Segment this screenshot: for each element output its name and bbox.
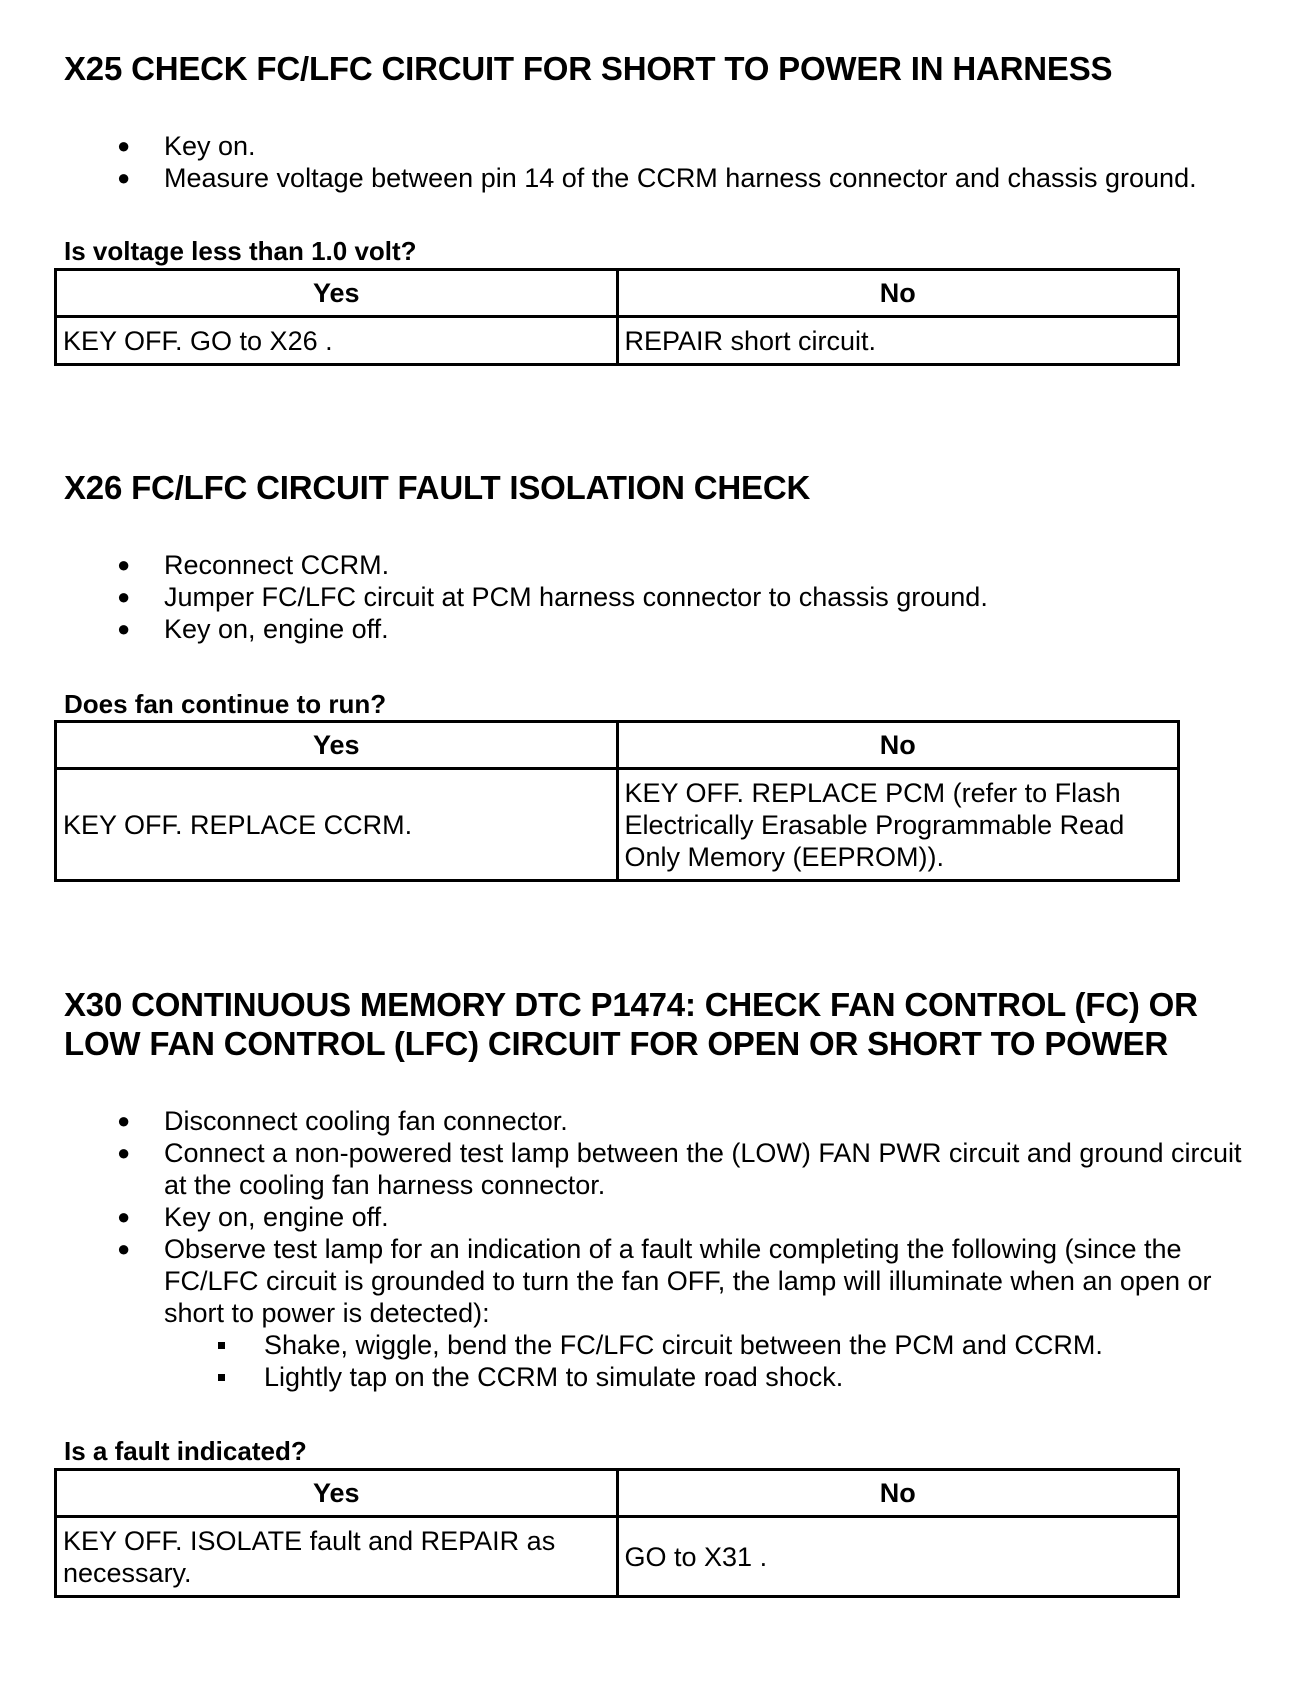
bullet-dot-icon: ● [117, 1140, 131, 1165]
sub-bullet-text: Lightly tap on the CCRM to simulate road shock. [264, 1362, 844, 1392]
bullet-dot-icon: ● [117, 1204, 131, 1229]
bullet-list [0, 549, 1264, 645]
bullet-dot-icon: ● [117, 133, 131, 158]
no-header: No [617, 1470, 1179, 1517]
no-action: GO to X31 . [617, 1517, 1179, 1597]
sub-bullet-list [164, 1329, 1264, 1393]
yes-header: Yes [56, 270, 618, 317]
bullet-item [0, 130, 1264, 162]
bullet-item [0, 1201, 1264, 1233]
question-text: Is a fault indicated? [64, 1436, 307, 1466]
section-heading [64, 985, 1198, 1063]
bullet-text: Observe test lamp for an indication of a fault while completing the following (since the FC/LFC circuit is grounded to turn the fan OFF, the lamp will illuminate when an open or short to power is detected): [164, 1234, 1212, 1328]
bullet-text: Disconnect cooling fan connector. [164, 1106, 568, 1136]
yes-action: KEY OFF. GO to X26 . [56, 317, 618, 365]
section-heading: X25 CHECK FC/LFC CIRCUIT FOR SHORT TO POWER IN HARNESS [64, 50, 1113, 87]
bullet-dot-icon: ● [117, 1236, 131, 1261]
bullet-dot-icon: ● [117, 584, 131, 609]
yes-header: Yes [56, 722, 618, 769]
bullet-item [0, 613, 1264, 645]
bullet-list [0, 1105, 1264, 1393]
answer-table [54, 1468, 1180, 1598]
bullet-item [0, 1105, 1264, 1137]
bullet-item [0, 581, 1264, 613]
bullet-dot-icon: ● [117, 616, 131, 641]
sub-bullet-item [164, 1329, 1264, 1361]
no-header: No [617, 722, 1179, 769]
bullet-list [0, 130, 1264, 194]
sub-bullet-text: Shake, wiggle, bend the FC/LFC circuit between the PCM and CCRM. [264, 1330, 1103, 1360]
bullet-text: Connect a non-powered test lamp between the (LOW) FAN PWR circuit and ground circuit at the cooling fan harness connector. [164, 1138, 1242, 1200]
yes-header: Yes [56, 1470, 618, 1517]
bullet-item [0, 162, 1264, 194]
bullet-item [0, 1137, 1264, 1201]
bullet-text: Reconnect CCRM. [164, 550, 390, 580]
yes-action: KEY OFF. ISOLATE fault and REPAIR as necessary. [56, 1517, 618, 1597]
bullet-text: Key on. [164, 131, 256, 161]
question-text: Does fan continue to run? [64, 689, 387, 719]
bullet-dot-icon: ● [117, 552, 131, 577]
sub-bullet-item [164, 1361, 1264, 1393]
no-action: REPAIR short circuit. [617, 317, 1179, 365]
bullet-text: Key on, engine off. [164, 614, 389, 644]
answer-table [54, 720, 1180, 882]
yes-action: KEY OFF. REPLACE CCRM. [56, 769, 618, 881]
bullet-dot-icon: ● [117, 1108, 131, 1133]
no-header: No [617, 270, 1179, 317]
bullet-text: Jumper FC/LFC circuit at PCM harness connector to chassis ground. [164, 582, 988, 612]
square-bullet-icon [218, 1374, 225, 1381]
section-heading: X26 FC/LFC CIRCUIT FAULT ISOLATION CHECK [64, 469, 811, 506]
answer-table [54, 268, 1180, 366]
no-action: KEY OFF. REPLACE PCM (refer to Flash Electrically Erasable Programmable Read Only Memory (EEPROM)). [617, 769, 1179, 881]
bullet-item [0, 1233, 1264, 1393]
bullet-text: Measure voltage between pin 14 of the CCRM harness connector and chassis ground. [164, 163, 1197, 193]
section-heading-line: LOW FAN CONTROL (LFC) CIRCUIT FOR OPEN OR SHORT TO POWER [64, 1025, 1169, 1062]
bullet-text: Key on, engine off. [164, 1202, 389, 1232]
bullet-item [0, 549, 1264, 581]
section-heading-line: X30 CONTINUOUS MEMORY DTC P1474: CHECK FAN CONTROL (FC) OR [64, 986, 1198, 1023]
bullet-dot-icon: ● [117, 165, 131, 190]
question-text: Is voltage less than 1.0 volt? [64, 236, 417, 266]
square-bullet-icon [218, 1342, 225, 1349]
